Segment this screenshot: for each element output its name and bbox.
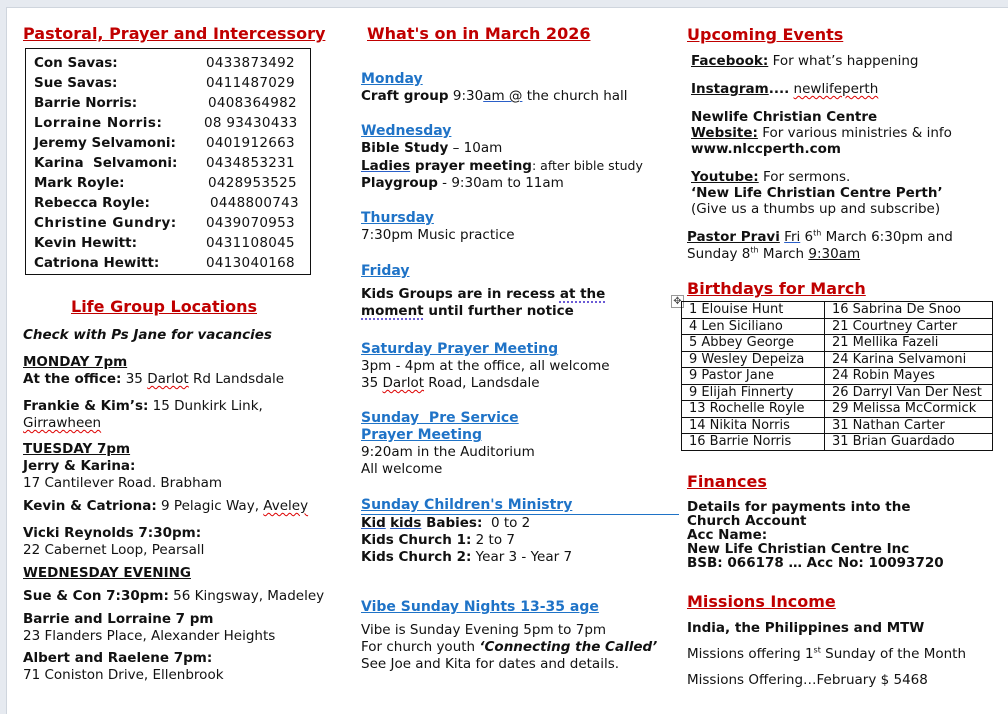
contact-row (34, 73, 310, 93)
contact-name: Sue Savas: (34, 75, 118, 91)
contact-name: Lorraine Norris: (34, 115, 163, 131)
table-row (682, 351, 993, 368)
table-row (682, 384, 993, 401)
kids-church-1-label: Kids Church 1: (361, 532, 472, 548)
ladies-label: Ladies (361, 158, 411, 174)
instagram-label[interactable]: Instagram (691, 81, 769, 97)
vicki-address: 22 Cabernet Loop, Pearsall (23, 542, 205, 558)
barrie-label: Barrie and Lorraine 7 pm (23, 611, 214, 627)
birthday-cell: 4 Len Siciliano (682, 318, 825, 335)
life-group-sue (23, 588, 324, 605)
event-saturday (361, 341, 610, 392)
craft-location: the church hall (522, 88, 628, 104)
life-groups-heading: Life Group Locations (71, 297, 257, 316)
kids-word: kids (390, 515, 422, 531)
bible-study-label: Bible Study (361, 140, 449, 156)
thursday-text: 7:30pm Music practice (361, 227, 515, 243)
event-friday (361, 263, 605, 320)
life-group-tuesday (23, 441, 222, 492)
saturday-address: 35 (361, 375, 383, 391)
vibe-time: Vibe is Sunday Evening 5pm to 7pm (361, 622, 607, 638)
youtube-note: (Give us a thumbs up and subscribe) (691, 201, 941, 217)
kids-church-2-label: Kids Church 2: (361, 549, 472, 565)
pastor-time-2: 9:30am (808, 246, 861, 262)
birthday-cell: 26 Darryl Van Der Nest (825, 384, 993, 401)
ordinal-suffix: th (750, 245, 759, 255)
facebook-line (691, 53, 918, 70)
website-url[interactable]: www.nlccperth.com (691, 141, 841, 157)
table-row (682, 368, 993, 385)
facebook-label[interactable]: Facebook: (691, 53, 769, 69)
table-row (682, 417, 993, 434)
contact-phone: 0413040168 (206, 255, 295, 271)
website-text: For various ministries & info (757, 125, 952, 141)
frankie-suburb: Girrawheen (23, 415, 102, 431)
birthday-cell: 31 Nathan Carter (825, 417, 993, 434)
sue-label: Sue & Con 7:30pm: (23, 588, 169, 604)
pastor-pravi-block (687, 229, 953, 263)
missions-heading: Missions Income (687, 592, 836, 611)
prayer-meeting-label: prayer meeting (410, 158, 532, 174)
pastor-time-1: March 6:30pm and (821, 229, 953, 245)
finances-line: Acc Name: (687, 527, 768, 543)
birthday-cell: 16 Sabrina De Snoo (825, 302, 993, 319)
birthday-cell: 29 Melissa McCormick (825, 401, 993, 418)
life-group-vicki (23, 525, 204, 559)
craft-am: am @ (483, 88, 523, 104)
event-wednesday (361, 123, 643, 192)
monday-heading[interactable]: Monday (361, 71, 423, 87)
birthday-cell: 9 Pastor Jane (682, 368, 825, 385)
contact-row (34, 233, 310, 253)
sunday-prayer-heading-2[interactable]: Prayer Meeting (361, 427, 482, 443)
event-sunday-children (361, 497, 679, 566)
thursday-heading[interactable]: Thursday (361, 210, 434, 226)
wednesday-label: WEDNESDAY EVENING (23, 565, 191, 581)
playgroup-label: Playgroup (361, 175, 438, 191)
youtube-block (691, 169, 943, 217)
life-group-albert (23, 650, 224, 684)
birthdays-heading: Birthdays for March (687, 279, 866, 298)
missions-offering-schedule (687, 646, 966, 663)
office-address-suburb: Rd Landsdale (188, 371, 285, 387)
instagram-dots: .... (768, 81, 790, 97)
vibe-tagline: ‘Connecting the Called’ (479, 639, 658, 655)
babies-label: Babies: (421, 515, 483, 531)
monday-label: MONDAY 7pm (23, 354, 128, 370)
sunday-prayer-time: 9:20am in the Auditorium (361, 444, 535, 460)
table-row (682, 434, 993, 451)
friday-grammar-mark: at the (559, 286, 606, 302)
vicki-label: Vicki Reynolds 7:30pm: (23, 525, 202, 541)
saturday-time: 3pm - 4pm at the office, all welcome (361, 358, 610, 374)
barrie-address: 23 Flanders Place, Alexander Heights (23, 628, 276, 644)
pastor-fri: Fri (784, 229, 801, 245)
birthday-cell: 16 Barrie Norris (682, 434, 825, 451)
missions-countries: India, the Philippines and MTW (687, 620, 925, 636)
birthday-cell: 5 Abbey George (682, 335, 825, 352)
life-group-frankie (23, 398, 263, 432)
finances-line: Details for payments into the (687, 499, 911, 515)
contact-phone: 0439070953 (206, 215, 295, 231)
youtube-text: For sermons. (758, 169, 851, 185)
life-groups-note: Check with Ps Jane for vacancies (23, 327, 272, 343)
friday-heading[interactable]: Friday (361, 263, 410, 279)
contact-phone: 0401912663 (206, 135, 295, 151)
wednesday-heading[interactable]: Wednesday (361, 123, 452, 139)
frankie-label: Frankie & Kim’s: (23, 398, 149, 414)
contact-name: Catriona Hewitt: (34, 255, 160, 271)
sunday-prayer-heading-1[interactable]: Sunday Pre Service (361, 410, 519, 426)
upcoming-heading: Upcoming Events (687, 25, 844, 44)
contact-phone: 0434853231 (206, 155, 295, 171)
birthday-cell: 9 Wesley Depeiza (682, 351, 825, 368)
pastoral-contacts-box (25, 48, 311, 275)
sunday-children-heading[interactable]: Sunday Children's Ministry (361, 497, 679, 515)
contact-row (34, 93, 310, 113)
vibe-heading[interactable]: Vibe Sunday Nights 13-35 age (361, 599, 599, 615)
sunday-prayer-note: All welcome (361, 461, 443, 477)
saturday-suburb: Road, Landsdale (424, 375, 540, 391)
birthday-cell: 14 Nikita Norris (682, 417, 825, 434)
contact-phone: 0448800743 (210, 195, 299, 211)
website-block (691, 109, 952, 157)
contact-name: Kevin Hewitt: (34, 235, 137, 251)
instagram-line (691, 81, 878, 98)
event-sunday-prayer (361, 410, 535, 478)
birthday-cell: 1 Elouise Hunt (682, 302, 825, 319)
youtube-label[interactable]: Youtube: (691, 169, 759, 185)
contact-name: Jeremy Selvamoni: (34, 135, 176, 151)
contact-name: Karina Selvamoni: (34, 155, 178, 171)
pastoral-heading: Pastoral, Prayer and Intercessory (23, 24, 326, 43)
event-thursday (361, 210, 515, 244)
contact-name: Mark Royle: (34, 175, 125, 191)
whats-on-heading: What's on in March 2026 (367, 24, 591, 43)
bible-study-time: – 10am (448, 140, 503, 156)
craft-time: 9:30 (448, 88, 484, 104)
kevin-address: 9 Pelagic Way, (156, 498, 264, 514)
table-row (682, 401, 993, 418)
playgroup-time: - 9:30am to 11am (437, 175, 564, 191)
ordinal-suffix: th (813, 228, 822, 238)
contact-row (34, 253, 310, 273)
life-group-barrie (23, 611, 275, 645)
event-monday (361, 71, 628, 105)
frankie-address: 15 Dunkirk Link, (148, 398, 263, 414)
contact-row (34, 213, 310, 233)
friday-grammar-mark: moment (361, 303, 424, 319)
birthday-cell: 9 Elijah Finnerty (682, 384, 825, 401)
contact-row (34, 113, 310, 133)
birthday-cell: 21 Mellika Fazeli (825, 335, 993, 352)
contact-row (34, 173, 310, 193)
finances-heading: Finances (687, 472, 767, 491)
craft-label: Craft group (361, 88, 449, 104)
missions-february-total: Missions Offering…February $ 5468 (687, 672, 928, 688)
birthday-cell: 13 Rochelle Royle (682, 401, 825, 418)
office-address-street: Darlot (147, 371, 189, 387)
contact-phone: 0428953525 (208, 175, 297, 191)
office-address: 35 (121, 371, 148, 387)
birthday-cell: 24 Robin Mayes (825, 368, 993, 385)
missions-offering-day: Sunday of the Month (820, 646, 967, 662)
contact-phone: 0433873492 (206, 55, 295, 71)
contact-row (34, 193, 310, 213)
office-label: At the office: (23, 371, 122, 387)
birthdays-table (681, 301, 993, 451)
office-line (23, 371, 284, 388)
website-label: Website: (691, 125, 758, 141)
life-group-monday (23, 354, 284, 388)
friday-line2: until further notice (423, 303, 574, 319)
vibe-contact: See Joe and Kita for dates and details. (361, 656, 620, 672)
babies-age: 0 to 2 (482, 515, 531, 531)
albert-label: Albert and Raelene 7pm: (23, 650, 213, 666)
contact-phone: 0408364982 (208, 95, 297, 111)
contact-name: Christine Gundry: (34, 215, 177, 231)
contact-row (34, 133, 310, 153)
contact-phone: 0431108045 (206, 235, 295, 251)
bank-details: BSB: 066178 … Acc No: 10093720 (687, 555, 944, 571)
birthday-cell: 24 Karina Selvamoni (825, 351, 993, 368)
contact-name: Barrie Norris: (34, 95, 138, 111)
kid-word: Kid (361, 515, 386, 531)
contact-phone: 08 93430433 (204, 115, 298, 131)
event-vibe (361, 599, 657, 673)
life-group-kevin (23, 498, 308, 515)
instagram-handle[interactable]: newlifeperth (793, 81, 879, 97)
pastor-month-2: March (758, 246, 809, 262)
saturday-heading[interactable]: Saturday Prayer Meeting (361, 341, 559, 357)
vibe-youth: For church youth (361, 639, 480, 655)
missions-offering-text: Missions offering 1 (687, 646, 814, 662)
birthday-cell: 31 Brian Guardado (825, 434, 993, 451)
table-row (682, 335, 993, 352)
kevin-suburb: Aveley (263, 498, 309, 514)
table-row (682, 318, 993, 335)
jerry-address: 17 Cantilever Road. Brabham (23, 475, 223, 491)
finances-line: Church Account (687, 513, 807, 529)
kids-church-1-age: 2 to 7 (471, 532, 515, 548)
finances-line: New Life Christian Centre Inc (687, 541, 910, 557)
facebook-text: For what’s happening (768, 53, 919, 69)
contact-row (34, 53, 310, 73)
contact-phone: 0411487029 (206, 75, 295, 91)
pastor-label: Pastor Pravi (687, 229, 780, 245)
friday-line1: Kids Groups are in recess (361, 286, 560, 302)
saturday-street: Darlot (382, 375, 425, 391)
table-move-handle-icon[interactable]: ✥ (671, 295, 684, 308)
finances-details (687, 500, 944, 570)
youtube-channel: ‘New Life Christian Centre Perth’ (691, 185, 943, 201)
tuesday-label: TUESDAY 7pm (23, 441, 131, 457)
contact-row (34, 153, 310, 173)
ladies-note: : after bible study (531, 158, 643, 173)
sue-address: 56 Kingsway, Madeley (168, 588, 325, 604)
church-name: Newlife Christian Centre (691, 109, 878, 125)
jerry-label: Jerry & Karina: (23, 458, 136, 474)
contact-name: Con Savas: (34, 55, 118, 71)
ordinal-suffix: st (813, 645, 821, 655)
pastor-date-2: Sunday 8 (687, 246, 751, 262)
kids-church-2-age: Year 3 - Year 7 (471, 549, 573, 565)
birthday-cell: 21 Courtney Carter (825, 318, 993, 335)
contact-name: Rebecca Royle: (34, 195, 150, 211)
table-row (682, 302, 993, 319)
albert-address: 71 Coniston Drive, Ellenbrook (23, 667, 224, 683)
pastor-date-1: 6 (800, 229, 814, 245)
kevin-label: Kevin & Catriona: (23, 498, 157, 514)
